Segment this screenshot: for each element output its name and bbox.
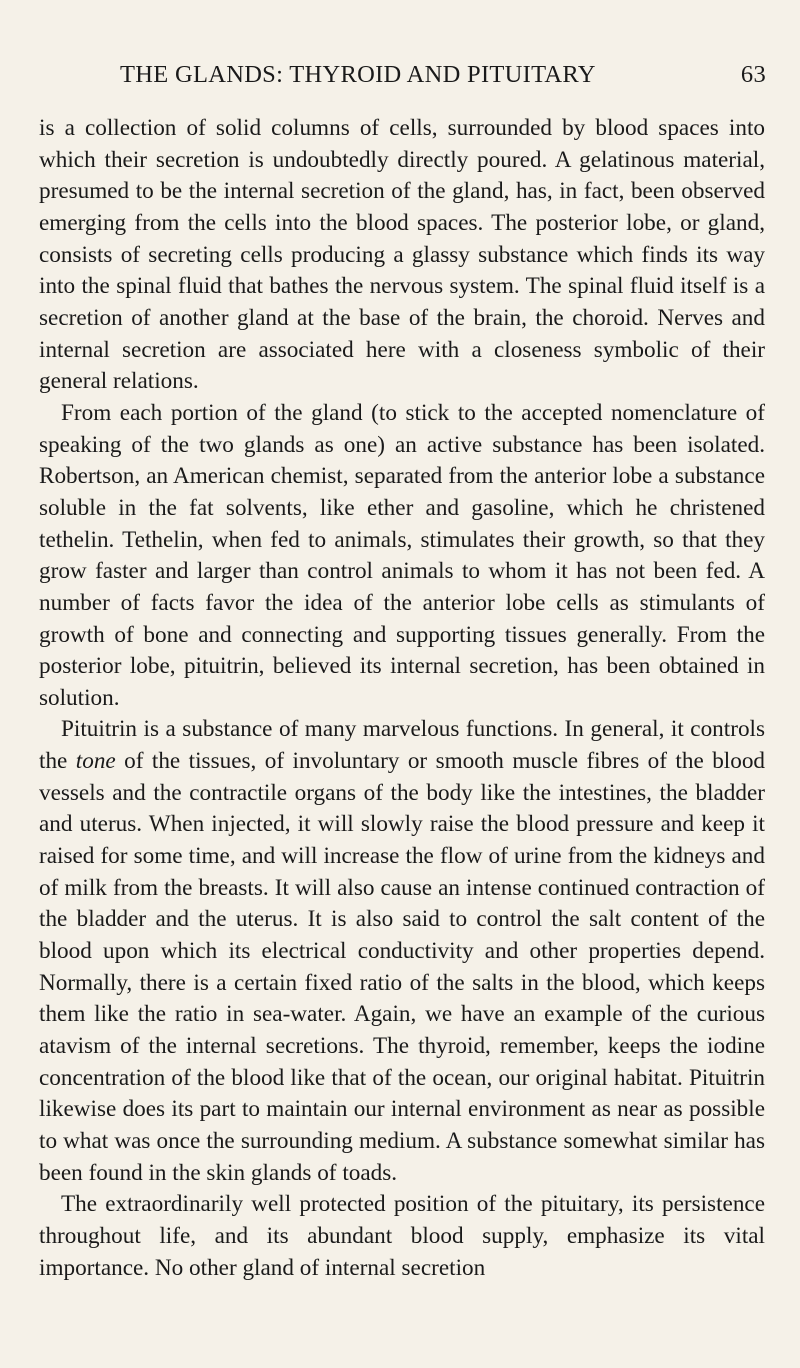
paragraph-4: The extraordinarily well protected position of the pituitary, its persistence throughout life, and its abundant blood supply, emphasize its vital importance. No other gland of internal secretion [39, 1191, 765, 1281]
body-text [39, 113, 765, 1284]
paragraph-3-text-end: of the tissues, of involuntary or smooth muscle fibres of the blood vessels and the contractile organs of the body like the intestines, the bladder and uterus. When injected, it will slowly raise the blood pressure and keep it raised for some time, and will increase the flow of urine from the kidneys and of milk from the breasts. It will also cause an intense continued contraction of the bladder and the uterus. It is also said to control the salt content of the blood upon which its electrical conductivity and other properties depend. Normally, there is a certain fixed ratio of the salts in the blood, which keeps them like the ratio in sea-water. Again, we have an example of the curious atavism of the internal secretions. The thyroid, remember, keeps the iodine concentration of the blood like that of the ocean, our original habitat. Pituitrin likewise does its part to maintain our internal environment as near as possible to what was once the surrounding medium. A substance somewhat similar has been found in the skin glands of toads. [39, 748, 766, 1186]
italic-term-tone: tone [75, 748, 116, 775]
paragraph-3 [39, 714, 765, 1189]
paragraph-2: From each portion of the gland (to stick to the accepted nomenclature of speaking of the two glands as one) an active substance has been isolated. Robertson, an American chemist, separated from the anterior lobe a substance soluble in the fat solvents, like ether and gasoline, which he christened tethelin. Tethelin, when fed to animals, stimulates their growth, so that they grow faster and larger than control animals to whom it has not been fed. A number of facts favor the idea of the anterior lobe cells as stimulants of growth of bone and connecting and supporting tissues generally. From the posterior lobe, pituitrin, believed its internal secretion, has been obtained in solution. [39, 399, 765, 711]
running-title: THE GLANDS: THYROID AND PITUITARY [120, 61, 596, 88]
paragraph-3-text-start: Pituitrin is a substance of many marvelous functions. In general, it controls the [39, 716, 765, 775]
page-number: 63 [740, 61, 766, 88]
paragraph-1: is a collection of solid columns of cells, surrounded by blood spaces into which their secretion is undoubtedly directly poured. A gelatinous material, presumed to be the internal secretion of the gland, has, in fact, been observed emerging from the cells into the blood spaces. The posterior lobe, or gland, consists of secreting cells producing a glassy substance which finds its way into the spinal fluid that bathes the nervous system. The spinal fluid itself is a secretion of another gland at the base of the brain, the choroid. Nerves and internal secretion are associated here with a closeness symbolic of their general relations. [39, 115, 765, 395]
running-head [120, 58, 766, 92]
